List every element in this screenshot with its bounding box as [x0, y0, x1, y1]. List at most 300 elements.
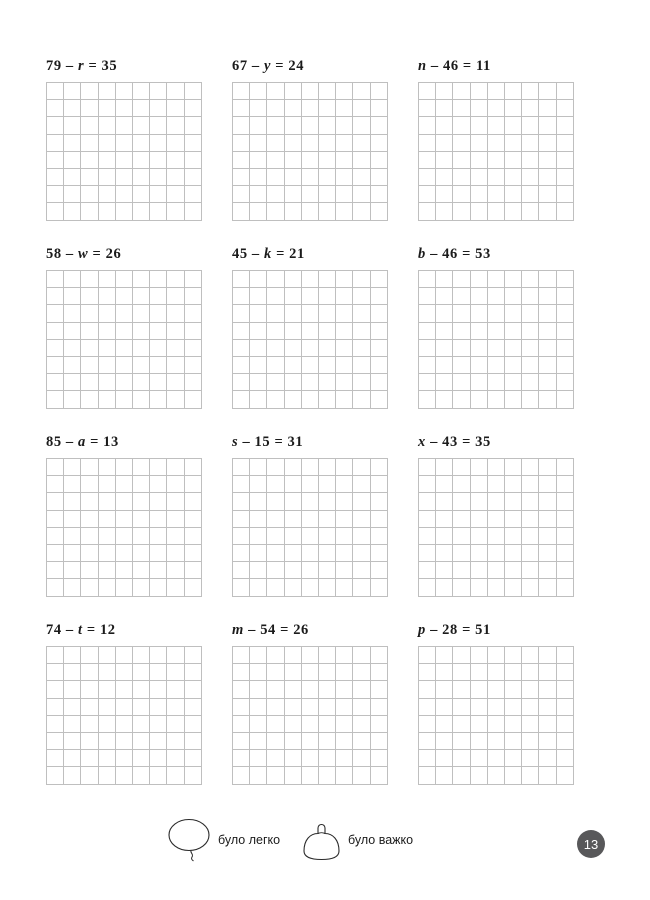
grid-square[interactable]: [522, 562, 539, 579]
grid-square[interactable]: [99, 767, 116, 784]
grid-square[interactable]: [419, 203, 436, 220]
grid-square[interactable]: [233, 699, 250, 716]
grid-square[interactable]: [471, 733, 488, 750]
grid-square[interactable]: [336, 681, 353, 698]
grid-square[interactable]: [167, 699, 184, 716]
grid-square[interactable]: [371, 733, 388, 750]
grid-square[interactable]: [302, 186, 319, 203]
grid-square[interactable]: [336, 152, 353, 169]
grid-square[interactable]: [539, 493, 556, 510]
grid-square[interactable]: [133, 476, 150, 493]
grid-square[interactable]: [453, 579, 470, 596]
grid-square[interactable]: [371, 647, 388, 664]
grid-square[interactable]: [302, 647, 319, 664]
grid-square[interactable]: [64, 169, 81, 186]
grid-square[interactable]: [371, 511, 388, 528]
grid-square[interactable]: [47, 579, 64, 596]
grid-square[interactable]: [47, 169, 64, 186]
grid-square[interactable]: [371, 117, 388, 134]
grid-square[interactable]: [557, 716, 574, 733]
grid-square[interactable]: [267, 511, 284, 528]
grid-square[interactable]: [267, 83, 284, 100]
grid-square[interactable]: [133, 152, 150, 169]
grid-square[interactable]: [64, 733, 81, 750]
grid-square[interactable]: [522, 391, 539, 408]
grid-square[interactable]: [539, 169, 556, 186]
grid-square[interactable]: [419, 186, 436, 203]
grid-square[interactable]: [167, 288, 184, 305]
grid-square[interactable]: [47, 152, 64, 169]
grid-square[interactable]: [419, 323, 436, 340]
grid-square[interactable]: [267, 681, 284, 698]
grid-square[interactable]: [99, 305, 116, 322]
grid-square[interactable]: [116, 117, 133, 134]
grid-square[interactable]: [267, 476, 284, 493]
grid-square[interactable]: [64, 493, 81, 510]
grid-square[interactable]: [250, 767, 267, 784]
grid-square[interactable]: [133, 305, 150, 322]
grid-square[interactable]: [185, 288, 202, 305]
grid-square[interactable]: [353, 681, 370, 698]
grid-square[interactable]: [419, 271, 436, 288]
grid-square[interactable]: [436, 664, 453, 681]
grid-square[interactable]: [522, 511, 539, 528]
grid-square[interactable]: [353, 750, 370, 767]
grid-square[interactable]: [185, 357, 202, 374]
grid-square[interactable]: [250, 664, 267, 681]
grid-square[interactable]: [99, 323, 116, 340]
grid-square[interactable]: [419, 305, 436, 322]
grid-square[interactable]: [133, 117, 150, 134]
grid-square[interactable]: [116, 681, 133, 698]
grid-square[interactable]: [185, 699, 202, 716]
grid-square[interactable]: [436, 186, 453, 203]
grid-square[interactable]: [505, 305, 522, 322]
mood-hard[interactable]: [300, 818, 413, 862]
grid-square[interactable]: [488, 528, 505, 545]
grid-square[interactable]: [336, 733, 353, 750]
grid-square[interactable]: [539, 647, 556, 664]
grid-square[interactable]: [81, 169, 98, 186]
grid-square[interactable]: [285, 681, 302, 698]
grid-square[interactable]: [371, 135, 388, 152]
grid-square[interactable]: [267, 493, 284, 510]
grid-square[interactable]: [116, 459, 133, 476]
grid-square[interactable]: [505, 476, 522, 493]
grid-square[interactable]: [522, 135, 539, 152]
grid-square[interactable]: [353, 545, 370, 562]
grid-square[interactable]: [353, 169, 370, 186]
grid-square[interactable]: [185, 271, 202, 288]
grid-square[interactable]: [453, 357, 470, 374]
grid-square[interactable]: [185, 750, 202, 767]
grid-square[interactable]: [285, 117, 302, 134]
grid-square[interactable]: [64, 117, 81, 134]
grid-square[interactable]: [539, 699, 556, 716]
grid-square[interactable]: [353, 733, 370, 750]
grid-square[interactable]: [471, 340, 488, 357]
grid-square[interactable]: [64, 340, 81, 357]
grid-square[interactable]: [150, 288, 167, 305]
grid-square[interactable]: [81, 545, 98, 562]
grid-square[interactable]: [302, 681, 319, 698]
grid-square[interactable]: [336, 528, 353, 545]
grid-square[interactable]: [116, 664, 133, 681]
grid-square[interactable]: [557, 767, 574, 784]
grid-square[interactable]: [133, 459, 150, 476]
grid-square[interactable]: [319, 493, 336, 510]
grid-square[interactable]: [488, 83, 505, 100]
grid-square[interactable]: [371, 340, 388, 357]
grid-square[interactable]: [250, 83, 267, 100]
grid-square[interactable]: [150, 135, 167, 152]
grid-square[interactable]: [505, 664, 522, 681]
grid-square[interactable]: [471, 203, 488, 220]
grid-square[interactable]: [150, 203, 167, 220]
grid-square[interactable]: [539, 511, 556, 528]
grid-square[interactable]: [64, 357, 81, 374]
grid-square[interactable]: [150, 117, 167, 134]
grid-square[interactable]: [167, 493, 184, 510]
grid-square[interactable]: [133, 493, 150, 510]
grid-square[interactable]: [419, 664, 436, 681]
grid-square[interactable]: [488, 579, 505, 596]
grid-square[interactable]: [285, 733, 302, 750]
grid-square[interactable]: [557, 152, 574, 169]
grid-square[interactable]: [185, 374, 202, 391]
grid-square[interactable]: [302, 83, 319, 100]
grid-square[interactable]: [285, 476, 302, 493]
grid-square[interactable]: [64, 528, 81, 545]
grid-square[interactable]: [371, 83, 388, 100]
grid-square[interactable]: [116, 169, 133, 186]
grid-square[interactable]: [267, 459, 284, 476]
grid-square[interactable]: [99, 716, 116, 733]
grid-square[interactable]: [371, 528, 388, 545]
grid-square[interactable]: [64, 135, 81, 152]
grid-square[interactable]: [488, 733, 505, 750]
grid-square[interactable]: [185, 476, 202, 493]
grid-square[interactable]: [522, 117, 539, 134]
grid-square[interactable]: [116, 323, 133, 340]
grid-square[interactable]: [488, 203, 505, 220]
grid-square[interactable]: [336, 169, 353, 186]
grid-square[interactable]: [167, 203, 184, 220]
grid-square[interactable]: [336, 562, 353, 579]
grid-square[interactable]: [453, 493, 470, 510]
grid-square[interactable]: [522, 459, 539, 476]
grid-square[interactable]: [302, 750, 319, 767]
grid-square[interactable]: [436, 681, 453, 698]
grid-square[interactable]: [285, 340, 302, 357]
grid-square[interactable]: [233, 733, 250, 750]
grid-square[interactable]: [167, 83, 184, 100]
grid-square[interactable]: [539, 100, 556, 117]
grid-square[interactable]: [453, 476, 470, 493]
grid-square[interactable]: [557, 323, 574, 340]
grid-square[interactable]: [319, 357, 336, 374]
grid-square[interactable]: [505, 562, 522, 579]
grid-square[interactable]: [353, 271, 370, 288]
grid-square[interactable]: [116, 579, 133, 596]
grid-square[interactable]: [471, 476, 488, 493]
grid-square[interactable]: [267, 305, 284, 322]
grid-square[interactable]: [453, 681, 470, 698]
grid-square[interactable]: [471, 647, 488, 664]
grid-square[interactable]: [436, 716, 453, 733]
grid-square[interactable]: [47, 476, 64, 493]
grid-square[interactable]: [116, 767, 133, 784]
grid-square[interactable]: [47, 186, 64, 203]
grid-square[interactable]: [133, 100, 150, 117]
grid-square[interactable]: [319, 288, 336, 305]
grid-square[interactable]: [539, 528, 556, 545]
grid-square[interactable]: [336, 493, 353, 510]
grid-square[interactable]: [436, 83, 453, 100]
grid-square[interactable]: [133, 340, 150, 357]
grid-square[interactable]: [116, 391, 133, 408]
grid-square[interactable]: [319, 699, 336, 716]
grid-square[interactable]: [336, 699, 353, 716]
grid-square[interactable]: [471, 459, 488, 476]
grid-square[interactable]: [99, 288, 116, 305]
grid-square[interactable]: [250, 528, 267, 545]
grid-square[interactable]: [353, 152, 370, 169]
grid-square[interactable]: [371, 391, 388, 408]
grid-square[interactable]: [505, 186, 522, 203]
grid-square[interactable]: [64, 288, 81, 305]
grid-square[interactable]: [453, 374, 470, 391]
grid-square[interactable]: [336, 391, 353, 408]
grid-square[interactable]: [64, 699, 81, 716]
grid-square[interactable]: [64, 391, 81, 408]
grid-square[interactable]: [453, 716, 470, 733]
answer-grid[interactable]: [46, 270, 202, 409]
grid-square[interactable]: [185, 579, 202, 596]
grid-square[interactable]: [539, 288, 556, 305]
grid-square[interactable]: [505, 579, 522, 596]
grid-square[interactable]: [471, 186, 488, 203]
grid-square[interactable]: [133, 169, 150, 186]
grid-square[interactable]: [285, 391, 302, 408]
grid-square[interactable]: [167, 186, 184, 203]
grid-square[interactable]: [505, 767, 522, 784]
grid-square[interactable]: [419, 579, 436, 596]
grid-square[interactable]: [371, 545, 388, 562]
grid-square[interactable]: [336, 288, 353, 305]
grid-square[interactable]: [353, 391, 370, 408]
grid-square[interactable]: [81, 647, 98, 664]
grid-square[interactable]: [64, 271, 81, 288]
grid-square[interactable]: [167, 528, 184, 545]
grid-square[interactable]: [436, 699, 453, 716]
answer-grid[interactable]: [232, 82, 388, 221]
grid-square[interactable]: [453, 647, 470, 664]
grid-square[interactable]: [150, 357, 167, 374]
grid-square[interactable]: [557, 288, 574, 305]
grid-square[interactable]: [436, 100, 453, 117]
grid-square[interactable]: [557, 545, 574, 562]
grid-square[interactable]: [302, 459, 319, 476]
grid-square[interactable]: [47, 459, 64, 476]
grid-square[interactable]: [167, 117, 184, 134]
mood-easy[interactable]: [168, 818, 280, 862]
grid-square[interactable]: [150, 511, 167, 528]
grid-square[interactable]: [167, 681, 184, 698]
grid-square[interactable]: [471, 391, 488, 408]
grid-square[interactable]: [116, 374, 133, 391]
grid-square[interactable]: [64, 511, 81, 528]
grid-square[interactable]: [453, 562, 470, 579]
grid-square[interactable]: [505, 271, 522, 288]
grid-square[interactable]: [557, 528, 574, 545]
grid-square[interactable]: [233, 374, 250, 391]
grid-square[interactable]: [419, 152, 436, 169]
grid-square[interactable]: [539, 374, 556, 391]
grid-square[interactable]: [353, 117, 370, 134]
grid-square[interactable]: [302, 579, 319, 596]
grid-square[interactable]: [150, 767, 167, 784]
grid-square[interactable]: [233, 528, 250, 545]
grid-square[interactable]: [99, 528, 116, 545]
grid-square[interactable]: [302, 203, 319, 220]
grid-square[interactable]: [150, 374, 167, 391]
grid-square[interactable]: [47, 374, 64, 391]
grid-square[interactable]: [436, 340, 453, 357]
answer-grid[interactable]: [46, 646, 202, 785]
grid-square[interactable]: [250, 750, 267, 767]
grid-square[interactable]: [267, 186, 284, 203]
grid-square[interactable]: [319, 100, 336, 117]
grid-square[interactable]: [539, 391, 556, 408]
grid-square[interactable]: [185, 100, 202, 117]
grid-square[interactable]: [488, 545, 505, 562]
grid-square[interactable]: [319, 203, 336, 220]
grid-square[interactable]: [471, 511, 488, 528]
grid-square[interactable]: [557, 169, 574, 186]
grid-square[interactable]: [419, 562, 436, 579]
grid-square[interactable]: [336, 579, 353, 596]
grid-square[interactable]: [116, 716, 133, 733]
grid-square[interactable]: [557, 305, 574, 322]
grid-square[interactable]: [336, 323, 353, 340]
grid-square[interactable]: [453, 340, 470, 357]
grid-square[interactable]: [267, 288, 284, 305]
grid-square[interactable]: [81, 511, 98, 528]
grid-square[interactable]: [302, 357, 319, 374]
grid-square[interactable]: [557, 750, 574, 767]
grid-square[interactable]: [185, 117, 202, 134]
grid-square[interactable]: [64, 323, 81, 340]
grid-square[interactable]: [285, 374, 302, 391]
grid-square[interactable]: [116, 733, 133, 750]
grid-square[interactable]: [81, 135, 98, 152]
grid-square[interactable]: [233, 135, 250, 152]
grid-square[interactable]: [505, 493, 522, 510]
grid-square[interactable]: [167, 169, 184, 186]
grid-square[interactable]: [522, 733, 539, 750]
grid-square[interactable]: [319, 579, 336, 596]
grid-square[interactable]: [185, 493, 202, 510]
grid-square[interactable]: [319, 305, 336, 322]
grid-square[interactable]: [505, 357, 522, 374]
grid-square[interactable]: [99, 699, 116, 716]
grid-square[interactable]: [557, 647, 574, 664]
grid-square[interactable]: [539, 83, 556, 100]
grid-square[interactable]: [185, 83, 202, 100]
grid-square[interactable]: [353, 579, 370, 596]
grid-square[interactable]: [167, 716, 184, 733]
grid-square[interactable]: [47, 288, 64, 305]
grid-square[interactable]: [185, 169, 202, 186]
grid-square[interactable]: [522, 579, 539, 596]
grid-square[interactable]: [47, 716, 64, 733]
grid-square[interactable]: [285, 83, 302, 100]
grid-square[interactable]: [319, 664, 336, 681]
grid-square[interactable]: [453, 100, 470, 117]
grid-square[interactable]: [319, 323, 336, 340]
grid-square[interactable]: [64, 203, 81, 220]
grid-square[interactable]: [436, 374, 453, 391]
grid-square[interactable]: [185, 305, 202, 322]
grid-square[interactable]: [267, 647, 284, 664]
grid-square[interactable]: [250, 716, 267, 733]
grid-square[interactable]: [539, 681, 556, 698]
grid-square[interactable]: [250, 305, 267, 322]
grid-square[interactable]: [285, 186, 302, 203]
grid-square[interactable]: [488, 681, 505, 698]
grid-square[interactable]: [267, 271, 284, 288]
grid-square[interactable]: [419, 545, 436, 562]
grid-square[interactable]: [267, 767, 284, 784]
grid-square[interactable]: [250, 340, 267, 357]
grid-square[interactable]: [133, 733, 150, 750]
grid-square[interactable]: [81, 117, 98, 134]
grid-square[interactable]: [539, 716, 556, 733]
grid-square[interactable]: [302, 169, 319, 186]
grid-square[interactable]: [267, 716, 284, 733]
grid-square[interactable]: [99, 152, 116, 169]
grid-square[interactable]: [539, 271, 556, 288]
grid-square[interactable]: [336, 511, 353, 528]
grid-square[interactable]: [436, 152, 453, 169]
grid-square[interactable]: [336, 203, 353, 220]
grid-square[interactable]: [167, 374, 184, 391]
grid-square[interactable]: [150, 340, 167, 357]
grid-square[interactable]: [81, 100, 98, 117]
grid-square[interactable]: [488, 562, 505, 579]
grid-square[interactable]: [167, 562, 184, 579]
grid-square[interactable]: [302, 716, 319, 733]
grid-square[interactable]: [167, 340, 184, 357]
grid-square[interactable]: [557, 459, 574, 476]
grid-square[interactable]: [150, 716, 167, 733]
grid-square[interactable]: [505, 374, 522, 391]
grid-square[interactable]: [336, 100, 353, 117]
grid-square[interactable]: [557, 391, 574, 408]
grid-square[interactable]: [267, 374, 284, 391]
grid-square[interactable]: [285, 699, 302, 716]
grid-square[interactable]: [319, 647, 336, 664]
grid-square[interactable]: [419, 83, 436, 100]
grid-square[interactable]: [167, 545, 184, 562]
grid-square[interactable]: [539, 767, 556, 784]
grid-square[interactable]: [267, 323, 284, 340]
grid-square[interactable]: [185, 135, 202, 152]
grid-square[interactable]: [81, 83, 98, 100]
grid-square[interactable]: [250, 288, 267, 305]
grid-square[interactable]: [336, 271, 353, 288]
